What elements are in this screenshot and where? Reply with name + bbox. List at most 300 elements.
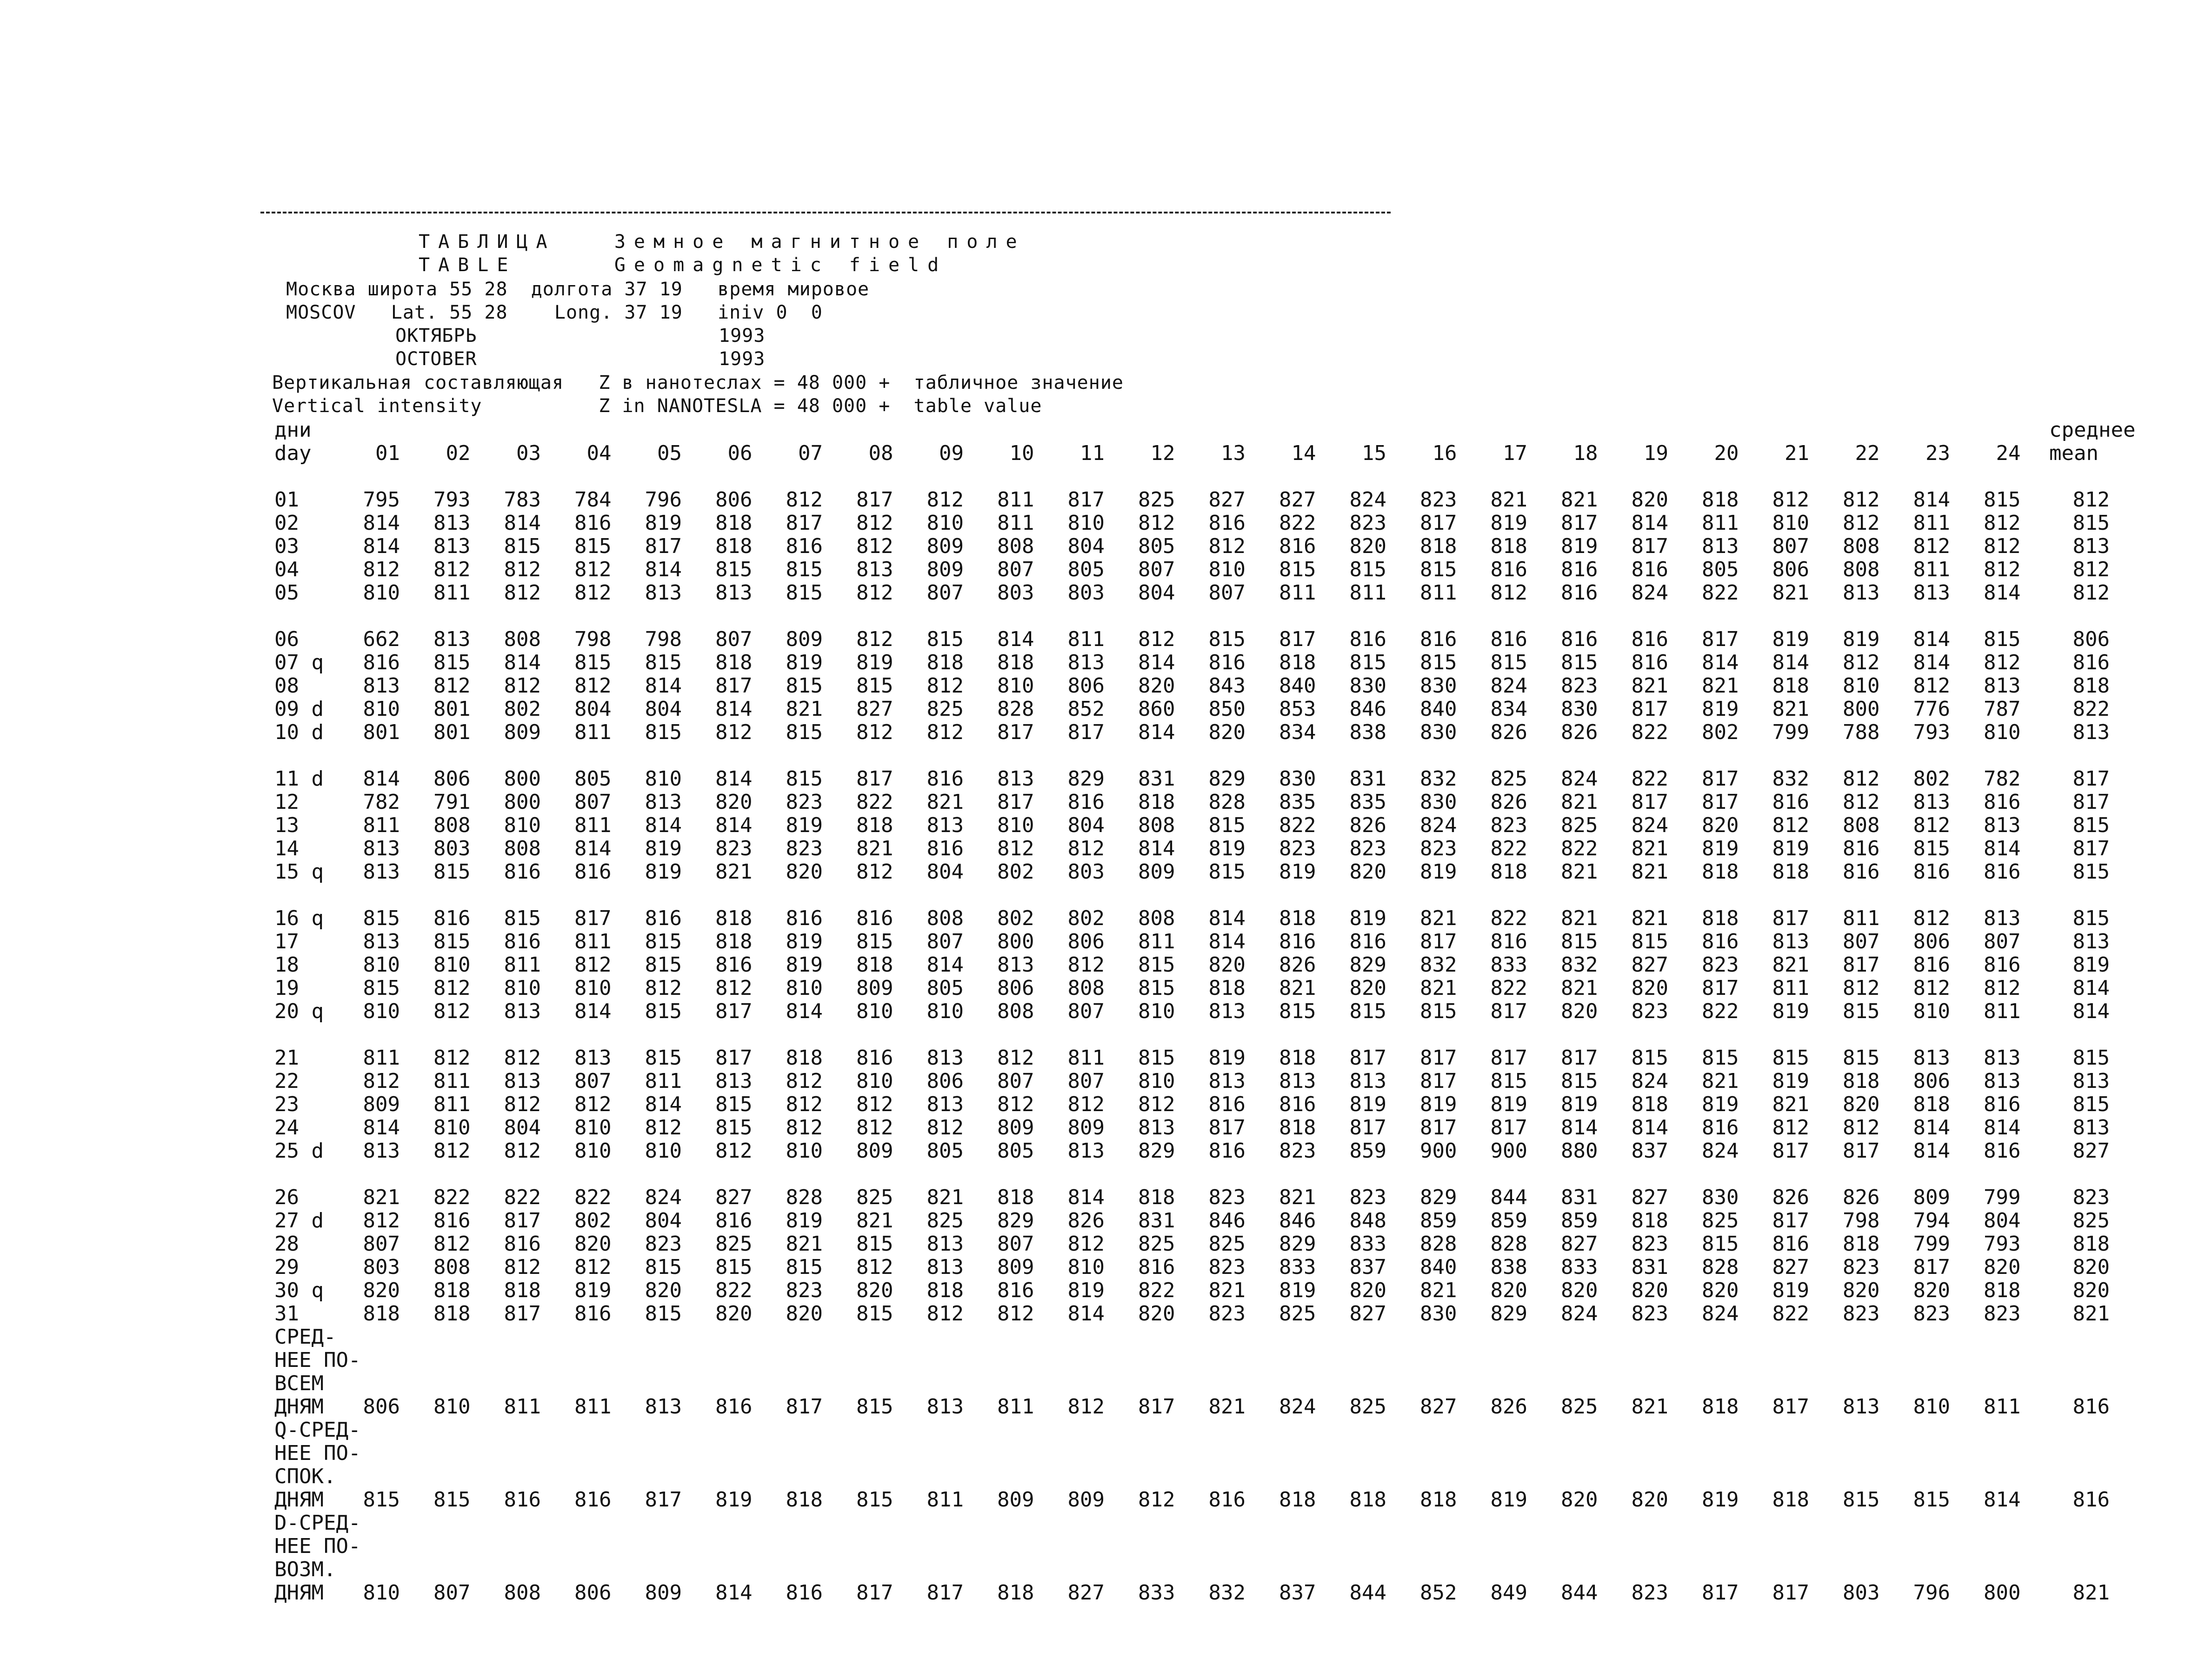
table-cell: 807 bbox=[1208, 581, 1246, 605]
table-cell: 815 bbox=[786, 720, 823, 744]
table-cell: 813 bbox=[1984, 906, 2021, 930]
table-cell: 815 bbox=[433, 651, 471, 674]
table-cell: 807 bbox=[997, 558, 1034, 581]
summary-cell: 817 bbox=[1138, 1395, 1175, 1419]
table-cell: 812 bbox=[433, 976, 471, 1000]
table-cell: 812 bbox=[363, 558, 400, 581]
table-cell: 824 bbox=[1561, 1302, 1598, 1326]
table-cell: 818 bbox=[1279, 651, 1316, 674]
summary-cell: 807 bbox=[433, 1581, 471, 1605]
table-cell: 799 bbox=[1772, 720, 1809, 744]
table-cell: 812 bbox=[1843, 790, 1880, 814]
table-cell: 822 bbox=[1490, 976, 1527, 1000]
table-cell: 816 bbox=[715, 1209, 753, 1233]
row-mean-cell: 813 bbox=[2072, 930, 2110, 953]
table-cell: 821 bbox=[1631, 837, 1668, 860]
table-cell: 812 bbox=[926, 488, 964, 512]
table-cell: 810 bbox=[363, 697, 400, 721]
table-cell: 806 bbox=[997, 976, 1034, 1000]
table-cell: 814 bbox=[1138, 651, 1175, 674]
table-cell: 820 bbox=[1913, 1279, 1950, 1302]
table-cell: 804 bbox=[1138, 581, 1175, 605]
table-cell: 822 bbox=[1561, 837, 1598, 860]
summary-cell: 811 bbox=[574, 1395, 612, 1419]
table-cell: 812 bbox=[1208, 534, 1246, 558]
table-cell: 812 bbox=[1138, 511, 1175, 535]
table-cell: 808 bbox=[504, 627, 541, 651]
summary-cell: 817 bbox=[645, 1488, 682, 1512]
table-cell: 827 bbox=[1279, 488, 1316, 512]
table-cell: 816 bbox=[1490, 930, 1527, 953]
table-cell: 815 bbox=[363, 976, 400, 1000]
table-cell: 826 bbox=[1490, 720, 1527, 744]
table-cell: 800 bbox=[504, 790, 541, 814]
table-cell: 814 bbox=[504, 511, 541, 535]
row-day-label: 15 q bbox=[274, 860, 324, 884]
table-cell: 822 bbox=[1279, 511, 1316, 535]
table-cell: 820 bbox=[1138, 1302, 1175, 1326]
summary-cell: 825 bbox=[1349, 1395, 1386, 1419]
table-cell: 832 bbox=[1561, 953, 1598, 977]
summary-cell: 817 bbox=[926, 1581, 964, 1605]
summary-cell: 800 bbox=[1984, 1581, 2021, 1605]
table-cell: 813 bbox=[1138, 1116, 1175, 1139]
table-cell: 822 bbox=[574, 1186, 612, 1209]
table-cell: 808 bbox=[433, 813, 471, 837]
table-cell: 817 bbox=[574, 906, 612, 930]
table-cell: 815 bbox=[1349, 651, 1386, 674]
table-cell: 812 bbox=[997, 837, 1034, 860]
table-cell: 811 bbox=[645, 1069, 682, 1093]
table-cell: 805 bbox=[1067, 558, 1105, 581]
table-cell: 817 bbox=[1843, 953, 1880, 977]
table-cell: 820 bbox=[1208, 720, 1246, 744]
row-day-label: 03 bbox=[274, 534, 299, 558]
summary-label-line: ВСЕМ bbox=[274, 1372, 324, 1395]
summary-cell: 816 bbox=[504, 1488, 541, 1512]
row-mean-cell: 814 bbox=[2072, 999, 2110, 1023]
row-day-label: 11 d bbox=[274, 767, 324, 791]
table-cell: 821 bbox=[1561, 488, 1598, 512]
table-cell: 830 bbox=[1279, 767, 1316, 791]
table-cell: 782 bbox=[363, 790, 400, 814]
table-cell: 820 bbox=[1349, 534, 1386, 558]
table-cell: 824 bbox=[1490, 674, 1527, 698]
table-cell: 810 bbox=[363, 953, 400, 977]
table-cell: 837 bbox=[1631, 1139, 1668, 1163]
table-cell: 817 bbox=[1349, 1046, 1386, 1070]
table-cell: 812 bbox=[574, 1255, 612, 1279]
summary-label-line: НЕЕ ПО- bbox=[274, 1441, 361, 1465]
table-cell: 816 bbox=[574, 860, 612, 884]
table-cell: 824 bbox=[1702, 1302, 1739, 1326]
summary-label-line: НЕЕ ПО- bbox=[274, 1534, 361, 1558]
table-cell: 808 bbox=[504, 837, 541, 860]
summary-cell: 814 bbox=[715, 1581, 753, 1605]
table-cell: 817 bbox=[504, 1302, 541, 1326]
table-cell: 821 bbox=[856, 837, 893, 860]
table-cell: 808 bbox=[1843, 813, 1880, 837]
table-cell: 812 bbox=[1913, 976, 1950, 1000]
table-cell: 813 bbox=[1843, 581, 1880, 605]
table-cell: 821 bbox=[1702, 674, 1739, 698]
summary-cell: 817 bbox=[1772, 1395, 1809, 1419]
table-cell: 820 bbox=[1349, 1279, 1386, 1302]
summary-label-line: ВОЗМ. bbox=[274, 1558, 336, 1581]
table-cell: 820 bbox=[1984, 1255, 2021, 1279]
table-cell: 805 bbox=[1702, 558, 1739, 581]
table-cell: 812 bbox=[1843, 651, 1880, 674]
table-cell: 817 bbox=[1702, 767, 1739, 791]
table-cell: 810 bbox=[1208, 558, 1246, 581]
table-cell: 814 bbox=[1984, 1116, 2021, 1139]
table-cell: 821 bbox=[926, 790, 964, 814]
summary-mean-cell: 816 bbox=[2072, 1395, 2110, 1419]
table-cell: 812 bbox=[1913, 674, 1950, 698]
table-cell: 814 bbox=[926, 953, 964, 977]
table-cell: 816 bbox=[1208, 1139, 1246, 1163]
summary-mean-cell: 821 bbox=[2072, 1581, 2110, 1605]
table-cell: 814 bbox=[715, 813, 753, 837]
table-cell: 812 bbox=[856, 627, 893, 651]
table-cell: 816 bbox=[645, 906, 682, 930]
row-mean-cell: 812 bbox=[2072, 558, 2110, 581]
table-cell: 819 bbox=[1702, 697, 1739, 721]
table-cell: 820 bbox=[1561, 1279, 1598, 1302]
table-cell: 813 bbox=[1913, 790, 1950, 814]
table-cell: 815 bbox=[645, 930, 682, 953]
table-cell: 816 bbox=[1984, 953, 2021, 977]
title-ru: ТАБЛИЦА Земное магнитное поле bbox=[419, 231, 1026, 253]
table-cell: 813 bbox=[1984, 674, 2021, 698]
table-cell: 828 bbox=[1420, 1232, 1457, 1256]
table-cell: 816 bbox=[926, 837, 964, 860]
summary-cell: 832 bbox=[1208, 1581, 1246, 1605]
table-cell: 823 bbox=[1843, 1302, 1880, 1326]
table-cell: 784 bbox=[574, 488, 612, 512]
table-cell: 819 bbox=[1349, 1093, 1386, 1116]
table-cell: 805 bbox=[574, 767, 612, 791]
table-cell: 825 bbox=[856, 1186, 893, 1209]
row-day-label: 13 bbox=[274, 813, 299, 837]
table-cell: 826 bbox=[1279, 953, 1316, 977]
table-cell: 815 bbox=[1702, 1232, 1739, 1256]
table-cell: 808 bbox=[1067, 976, 1105, 1000]
table-cell: 812 bbox=[715, 976, 753, 1000]
table-cell: 818 bbox=[926, 651, 964, 674]
table-cell: 815 bbox=[1913, 837, 1950, 860]
table-cell: 812 bbox=[856, 1255, 893, 1279]
table-cell: 815 bbox=[1420, 999, 1457, 1023]
table-cell: 816 bbox=[504, 860, 541, 884]
table-cell: 799 bbox=[1913, 1232, 1950, 1256]
table-cell: 819 bbox=[1561, 1093, 1598, 1116]
table-cell: 822 bbox=[433, 1186, 471, 1209]
table-cell: 819 bbox=[1279, 860, 1316, 884]
table-cell: 814 bbox=[1067, 1302, 1105, 1326]
table-cell: 815 bbox=[433, 860, 471, 884]
table-cell: 835 bbox=[1349, 790, 1386, 814]
summary-cell: 816 bbox=[715, 1395, 753, 1419]
table-cell: 815 bbox=[856, 1232, 893, 1256]
table-cell: 818 bbox=[1490, 534, 1527, 558]
table-cell: 824 bbox=[645, 1186, 682, 1209]
table-cell: 821 bbox=[1702, 1069, 1739, 1093]
hour-header-21: 21 bbox=[1785, 441, 1809, 465]
table-cell: 804 bbox=[574, 697, 612, 721]
table-cell: 840 bbox=[1279, 674, 1316, 698]
table-cell: 821 bbox=[1490, 488, 1527, 512]
table-cell: 816 bbox=[1984, 860, 2021, 884]
table-cell: 824 bbox=[1631, 1069, 1668, 1093]
table-cell: 811 bbox=[1349, 581, 1386, 605]
row-mean-cell: 818 bbox=[2072, 1232, 2110, 1256]
hour-header-14: 14 bbox=[1291, 441, 1316, 465]
table-cell: 817 bbox=[1208, 1116, 1246, 1139]
summary-cell: 815 bbox=[363, 1488, 400, 1512]
table-cell: 825 bbox=[1561, 813, 1598, 837]
table-cell: 826 bbox=[1843, 1186, 1880, 1209]
table-cell: 826 bbox=[1067, 1209, 1105, 1233]
table-cell: 817 bbox=[856, 488, 893, 512]
table-cell: 813 bbox=[433, 534, 471, 558]
table-cell: 816 bbox=[1843, 860, 1880, 884]
table-cell: 811 bbox=[1067, 627, 1105, 651]
table-cell: 821 bbox=[715, 860, 753, 884]
table-cell: 812 bbox=[1843, 1116, 1880, 1139]
table-cell: 853 bbox=[1279, 697, 1316, 721]
row-day-label: 28 bbox=[274, 1232, 299, 1256]
summary-cell: 811 bbox=[926, 1488, 964, 1512]
table-cell: 818 bbox=[363, 1302, 400, 1326]
table-cell: 823 bbox=[786, 837, 823, 860]
table-cell: 816 bbox=[1279, 930, 1316, 953]
hour-header-15: 15 bbox=[1362, 441, 1386, 465]
row-day-label: 07 q bbox=[274, 651, 324, 674]
table-cell: 816 bbox=[363, 651, 400, 674]
table-cell: 813 bbox=[1913, 581, 1950, 605]
table-cell: 816 bbox=[1913, 860, 1950, 884]
row-day-label: 23 bbox=[274, 1093, 299, 1116]
table-cell: 820 bbox=[1702, 1279, 1739, 1302]
table-cell: 818 bbox=[1631, 1093, 1668, 1116]
table-cell: 817 bbox=[1067, 720, 1105, 744]
table-cell: 804 bbox=[504, 1116, 541, 1139]
table-cell: 829 bbox=[1490, 1302, 1527, 1326]
table-cell: 819 bbox=[1772, 837, 1809, 860]
table-cell: 817 bbox=[1420, 1069, 1457, 1093]
table-cell: 819 bbox=[786, 953, 823, 977]
table-cell: 813 bbox=[1984, 1069, 2021, 1093]
table-cell: 815 bbox=[1561, 1069, 1598, 1093]
summary-cell: 849 bbox=[1490, 1581, 1527, 1605]
table-cell: 811 bbox=[363, 813, 400, 837]
table-cell: 832 bbox=[1772, 767, 1809, 791]
table-cell: 810 bbox=[856, 999, 893, 1023]
table-cell: 817 bbox=[997, 790, 1034, 814]
row-mean-cell: 820 bbox=[2072, 1279, 2110, 1302]
table-cell: 817 bbox=[1420, 1046, 1457, 1070]
table-cell: 812 bbox=[715, 1139, 753, 1163]
table-cell: 809 bbox=[926, 558, 964, 581]
table-cell: 814 bbox=[645, 558, 682, 581]
table-cell: 816 bbox=[997, 1279, 1034, 1302]
table-cell: 814 bbox=[1208, 930, 1246, 953]
hour-header-08: 08 bbox=[868, 441, 893, 465]
table-cell: 812 bbox=[715, 720, 753, 744]
table-cell: 829 bbox=[1067, 767, 1105, 791]
table-cell: 815 bbox=[1843, 1046, 1880, 1070]
table-cell: 815 bbox=[1490, 651, 1527, 674]
table-cell: 807 bbox=[1067, 1069, 1105, 1093]
table-cell: 815 bbox=[1984, 627, 2021, 651]
table-cell: 816 bbox=[1772, 1232, 1809, 1256]
table-cell: 814 bbox=[1702, 651, 1739, 674]
table-cell: 822 bbox=[1138, 1279, 1175, 1302]
table-cell: 819 bbox=[1208, 1046, 1246, 1070]
summary-cell: 819 bbox=[1702, 1488, 1739, 1512]
table-cell: 807 bbox=[574, 790, 612, 814]
table-cell: 812 bbox=[363, 1069, 400, 1093]
table-cell: 819 bbox=[1490, 511, 1527, 535]
table-cell: 812 bbox=[1772, 813, 1809, 837]
summary-cell: 825 bbox=[1561, 1395, 1598, 1419]
table-cell: 817 bbox=[715, 999, 753, 1023]
summary-cell: 818 bbox=[1702, 1395, 1739, 1419]
table-cell: 807 bbox=[1772, 534, 1809, 558]
table-cell: 814 bbox=[1913, 651, 1950, 674]
table-cell: 825 bbox=[1702, 1209, 1739, 1233]
table-cell: 823 bbox=[1631, 1302, 1668, 1326]
table-cell: 815 bbox=[1561, 651, 1598, 674]
table-cell: 819 bbox=[1420, 1093, 1457, 1116]
table-cell: 812 bbox=[433, 1232, 471, 1256]
table-cell: 819 bbox=[645, 837, 682, 860]
table-cell: 816 bbox=[1279, 534, 1316, 558]
row-mean-cell: 822 bbox=[2072, 697, 2110, 721]
table-cell: 818 bbox=[1138, 1186, 1175, 1209]
table-cell: 820 bbox=[1843, 1279, 1880, 1302]
table-cell: 814 bbox=[1138, 720, 1175, 744]
table-cell: 806 bbox=[1067, 674, 1105, 698]
table-cell: 819 bbox=[1561, 534, 1598, 558]
table-cell: 811 bbox=[1067, 1046, 1105, 1070]
row-mean-cell: 806 bbox=[2072, 627, 2110, 651]
table-cell: 812 bbox=[856, 511, 893, 535]
summary-label-line: ДНЯМ bbox=[274, 1395, 324, 1419]
table-cell: 825 bbox=[1208, 1232, 1246, 1256]
table-cell: 813 bbox=[645, 581, 682, 605]
table-cell: 812 bbox=[926, 674, 964, 698]
table-cell: 820 bbox=[574, 1232, 612, 1256]
summary-cell: 811 bbox=[1984, 1395, 2021, 1419]
table-cell: 798 bbox=[645, 627, 682, 651]
table-cell: 819 bbox=[786, 651, 823, 674]
table-cell: 811 bbox=[574, 930, 612, 953]
table-cell: 820 bbox=[363, 1279, 400, 1302]
table-cell: 818 bbox=[786, 1046, 823, 1070]
table-cell: 828 bbox=[997, 697, 1034, 721]
summary-cell: 817 bbox=[1702, 1581, 1739, 1605]
table-cell: 798 bbox=[574, 627, 612, 651]
table-cell: 807 bbox=[926, 581, 964, 605]
table-cell: 818 bbox=[1702, 488, 1739, 512]
table-cell: 821 bbox=[363, 1186, 400, 1209]
table-cell: 812 bbox=[504, 1046, 541, 1070]
table-cell: 819 bbox=[1420, 860, 1457, 884]
table-cell: 900 bbox=[1490, 1139, 1527, 1163]
summary-cell: 809 bbox=[1067, 1488, 1105, 1512]
row-day-label: 12 bbox=[274, 790, 299, 814]
table-cell: 823 bbox=[1279, 837, 1316, 860]
table-cell: 815 bbox=[645, 999, 682, 1023]
row-mean-cell: 817 bbox=[2072, 837, 2110, 860]
table-cell: 809 bbox=[1138, 860, 1175, 884]
table-cell: 819 bbox=[1702, 837, 1739, 860]
table-cell: 817 bbox=[1490, 1046, 1527, 1070]
table-cell: 815 bbox=[645, 1046, 682, 1070]
table-cell: 822 bbox=[715, 1279, 753, 1302]
table-cell: 802 bbox=[1702, 720, 1739, 744]
table-cell: 820 bbox=[1843, 1093, 1880, 1116]
summary-cell: 803 bbox=[1843, 1581, 1880, 1605]
hour-header-10: 10 bbox=[1009, 441, 1034, 465]
summary-cell: 819 bbox=[1490, 1488, 1527, 1512]
table-cell: 813 bbox=[926, 813, 964, 837]
summary-cell: 815 bbox=[1913, 1488, 1950, 1512]
table-cell: 817 bbox=[1420, 511, 1457, 535]
month-en: OCTOBER bbox=[395, 348, 477, 370]
table-cell: 799 bbox=[1984, 1186, 2021, 1209]
table-cell: 859 bbox=[1420, 1209, 1457, 1233]
row-day-label: 08 bbox=[274, 674, 299, 698]
table-cell: 811 bbox=[1843, 906, 1880, 930]
table-cell: 808 bbox=[433, 1255, 471, 1279]
table-cell: 816 bbox=[856, 1046, 893, 1070]
table-cell: 818 bbox=[433, 1302, 471, 1326]
table-cell: 846 bbox=[1279, 1209, 1316, 1233]
table-cell: 812 bbox=[1984, 558, 2021, 581]
table-cell: 804 bbox=[645, 697, 682, 721]
summary-cell: 824 bbox=[1279, 1395, 1316, 1419]
table-cell: 812 bbox=[1490, 581, 1527, 605]
row-mean-cell: 825 bbox=[2072, 1209, 2110, 1233]
table-cell: 801 bbox=[363, 720, 400, 744]
table-cell: 812 bbox=[433, 999, 471, 1023]
table-cell: 900 bbox=[1420, 1139, 1457, 1163]
table-cell: 811 bbox=[1702, 511, 1739, 535]
table-cell: 815 bbox=[715, 1093, 753, 1116]
table-cell: 808 bbox=[1843, 558, 1880, 581]
table-cell: 807 bbox=[926, 930, 964, 953]
table-cell: 827 bbox=[1349, 1302, 1386, 1326]
table-cell: 820 bbox=[1631, 1279, 1668, 1302]
table-cell: 829 bbox=[1420, 1186, 1457, 1209]
table-cell: 825 bbox=[926, 1209, 964, 1233]
table-cell: 852 bbox=[1067, 697, 1105, 721]
table-cell: 819 bbox=[574, 1279, 612, 1302]
summary-cell: 815 bbox=[856, 1395, 893, 1419]
table-cell: 815 bbox=[645, 1302, 682, 1326]
table-cell: 803 bbox=[1067, 860, 1105, 884]
table-cell: 806 bbox=[433, 767, 471, 791]
row-mean-cell: 818 bbox=[2072, 674, 2110, 698]
table-cell: 859 bbox=[1349, 1139, 1386, 1163]
row-mean-cell: 817 bbox=[2072, 767, 2110, 791]
table-cell: 818 bbox=[856, 953, 893, 977]
table-cell: 817 bbox=[1631, 697, 1668, 721]
table-cell: 818 bbox=[926, 1279, 964, 1302]
